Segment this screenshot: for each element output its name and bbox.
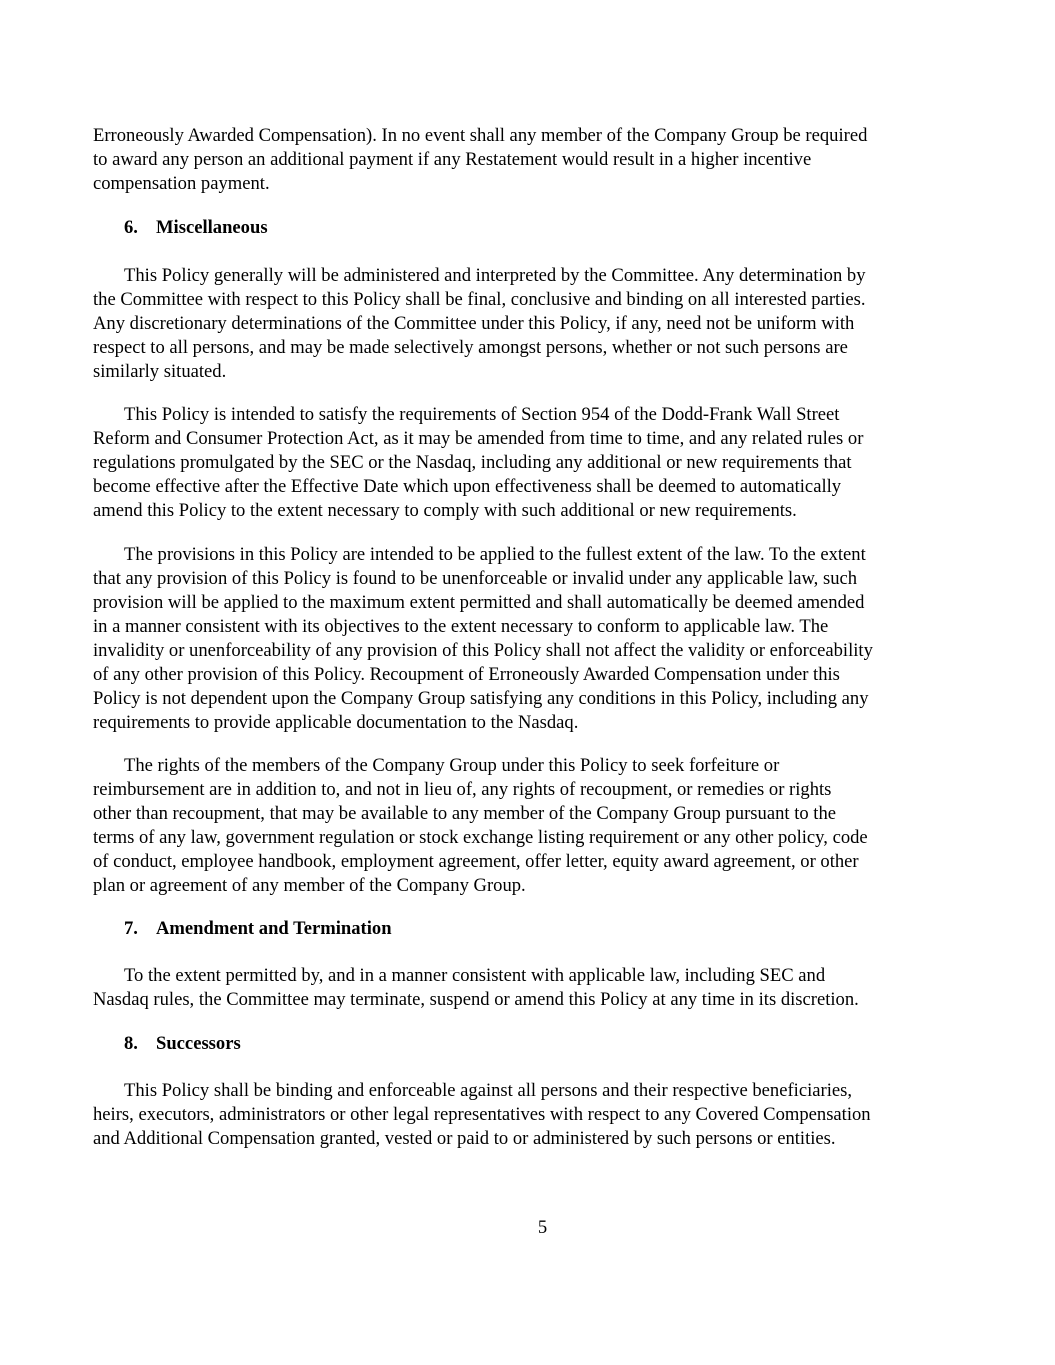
text-line: regulations promulgated by the SEC or the Nasdaq, including any additional or new requirements that bbox=[93, 452, 852, 473]
text-line: amend this Policy to the extent necessary to comply with such additional or new requirements. bbox=[93, 500, 797, 521]
text-line: Reform and Consumer Protection Act, as it may be amended from time to time, and any related rules or bbox=[93, 428, 864, 449]
section-heading-8 bbox=[124, 1032, 241, 1056]
section-number: 8. bbox=[124, 1033, 138, 1054]
text-line: reimbursement are in addition to, and not in lieu of, any rights of recoupment, or remedies or rights bbox=[93, 779, 832, 800]
text-line: in a manner consistent with its objectives to the extent necessary to conform to applicable law. The bbox=[93, 616, 829, 637]
text-line: compensation payment. bbox=[93, 173, 270, 194]
page-number: 5 bbox=[537, 1217, 548, 1238]
text-line: respect to all persons, and may be made selectively amongst persons, whether or not such persons are bbox=[93, 337, 848, 358]
text-line: To the extent permitted by, and in a manner consistent with applicable law, including SEC and bbox=[124, 965, 826, 986]
text-line: of any other provision of this Policy. Recoupment of Erroneously Awarded Compensation under this bbox=[93, 664, 840, 685]
text-line: Nasdaq rules, the Committee may terminate, suspend or amend this Policy at any time in its discretion. bbox=[93, 989, 859, 1010]
text-line: terms of any law, government regulation or stock exchange listing requirement or any other policy, code bbox=[93, 827, 868, 848]
section-title: Successors bbox=[156, 1033, 241, 1054]
section-title: Miscellaneous bbox=[156, 217, 268, 238]
text-line: and Additional Compensation granted, vested or paid to or administered by such persons or entities. bbox=[93, 1128, 836, 1149]
text-line: that any provision of this Policy is found to be unenforceable or invalid under any applicable law, such bbox=[93, 568, 858, 589]
text-line: Policy is not dependent upon the Company Group satisfying any conditions in this Policy, including any bbox=[93, 688, 869, 709]
text-line: become effective after the Effective Date which upon effectiveness shall be deemed to automatically bbox=[93, 476, 842, 497]
text-line: heirs, executors, administrators or other legal representatives with respect to any Covered Compensation bbox=[93, 1104, 871, 1125]
text-line: of conduct, employee handbook, employment agreement, offer letter, equity award agreement, or other bbox=[93, 851, 859, 872]
section-number: 6. bbox=[124, 217, 138, 238]
text-line: similarly situated. bbox=[93, 361, 227, 382]
text-line: the Committee with respect to this Policy shall be final, conclusive and binding on all interested parties. bbox=[93, 289, 866, 310]
text-line: to award any person an additional payment if any Restatement would result in a higher incentive bbox=[93, 149, 812, 170]
text-line: Any discretionary determinations of the Committee under this Policy, if any, need not be uniform with bbox=[93, 313, 855, 334]
text-line: This Policy generally will be administered and interpreted by the Committee. Any determination by bbox=[124, 265, 866, 286]
text-line: Erroneously Awarded Compensation). In no event shall any member of the Company Group be required bbox=[93, 125, 868, 146]
text-line: The rights of the members of the Company Group under this Policy to seek forfeiture or bbox=[124, 755, 780, 776]
section-heading-7 bbox=[124, 917, 392, 941]
section-title: Amendment and Termination bbox=[156, 918, 392, 939]
section-number: 7. bbox=[124, 918, 138, 939]
text-line: other than recoupment, that may be available to any member of the Company Group pursuant to the bbox=[93, 803, 837, 824]
section-heading-6 bbox=[124, 216, 268, 240]
text-line: requirements to provide applicable documentation to the Nasdaq. bbox=[93, 712, 579, 733]
text-line: plan or agreement of any member of the Company Group. bbox=[93, 875, 526, 896]
text-line: provision will be applied to the maximum extent permitted and shall automatically be deemed amended bbox=[93, 592, 865, 613]
text-line: The provisions in this Policy are intended to be applied to the fullest extent of the law. To the extent bbox=[124, 544, 866, 565]
text-line: This Policy shall be binding and enforceable against all persons and their respective beneficiaries, bbox=[124, 1080, 853, 1101]
text-line: This Policy is intended to satisfy the requirements of Section 954 of the Dodd-Frank Wall Street bbox=[124, 404, 840, 425]
text-line: invalidity or unenforceability of any provision of this Policy shall not affect the validity or enforceability bbox=[93, 640, 873, 661]
